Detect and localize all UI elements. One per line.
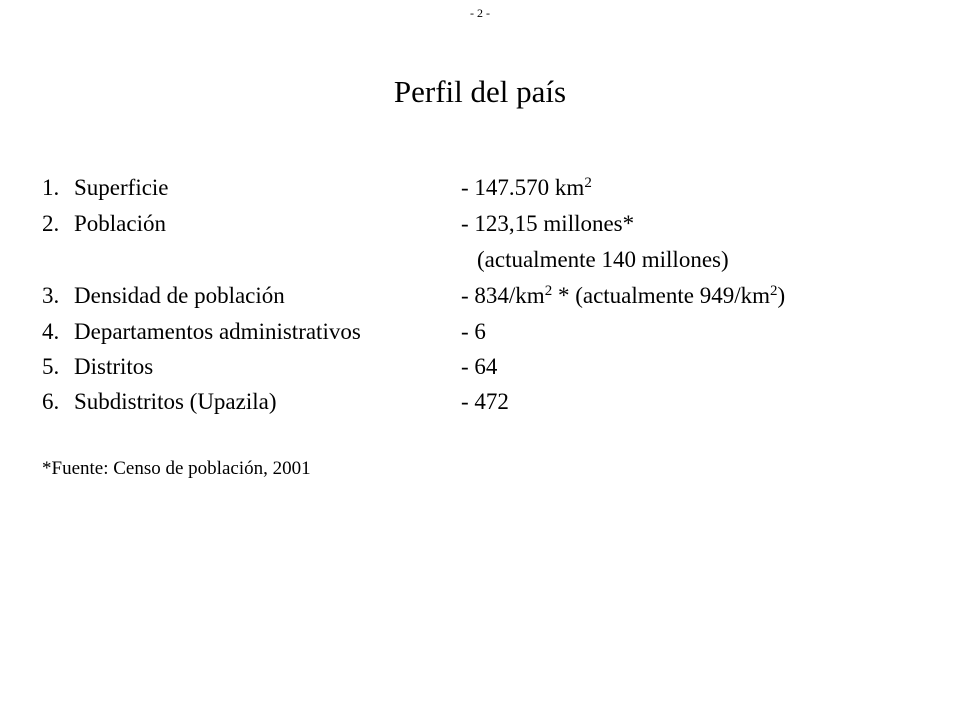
list-item-departamentos xyxy=(0,315,960,349)
item-value-text: - 147.570 km xyxy=(461,175,585,200)
page-number: - 2 - xyxy=(470,6,490,20)
list-item-densidad xyxy=(0,279,960,313)
item-value xyxy=(461,279,785,313)
list-item-poblacion-note xyxy=(0,243,960,277)
item-label: Distritos xyxy=(74,354,154,379)
item-label: Población xyxy=(74,211,166,236)
item-number: 5. xyxy=(42,354,60,379)
item-label: Densidad de población xyxy=(74,283,285,308)
list-item-superficie xyxy=(0,171,960,205)
item-value: - 123,15 millones* xyxy=(461,211,635,236)
item-label: Superficie xyxy=(74,175,169,200)
item-label: Departamentos administrativos xyxy=(74,319,361,344)
item-value: - 472 xyxy=(461,389,509,414)
item-value-text: - 834/km xyxy=(461,283,545,308)
superscript: 2 xyxy=(544,283,553,299)
item-label: Subdistritos (Upazila) xyxy=(74,389,277,414)
item-number: 4. xyxy=(42,319,60,344)
list-item-distritos xyxy=(0,350,960,384)
item-value-text: ) xyxy=(777,283,786,308)
item-value xyxy=(461,171,592,205)
item-note: (actualmente 140 millones) xyxy=(477,247,729,272)
superscript: 2 xyxy=(770,283,778,299)
superscript: 2 xyxy=(584,175,592,191)
item-number: 1. xyxy=(42,175,60,200)
item-number: 3. xyxy=(42,283,60,308)
list-item-subdistritos xyxy=(0,385,960,419)
source-footnote: *Fuente: Censo de población, 2001 xyxy=(42,458,311,479)
item-number: 6. xyxy=(42,389,60,414)
page-title: Perfil del país xyxy=(393,74,567,109)
item-number: 2. xyxy=(42,211,60,236)
item-value: - 6 xyxy=(461,319,486,344)
list-item-poblacion xyxy=(0,207,960,241)
item-value: - 64 xyxy=(461,354,498,379)
item-value-text: * (actualmente 949/km xyxy=(552,283,770,308)
